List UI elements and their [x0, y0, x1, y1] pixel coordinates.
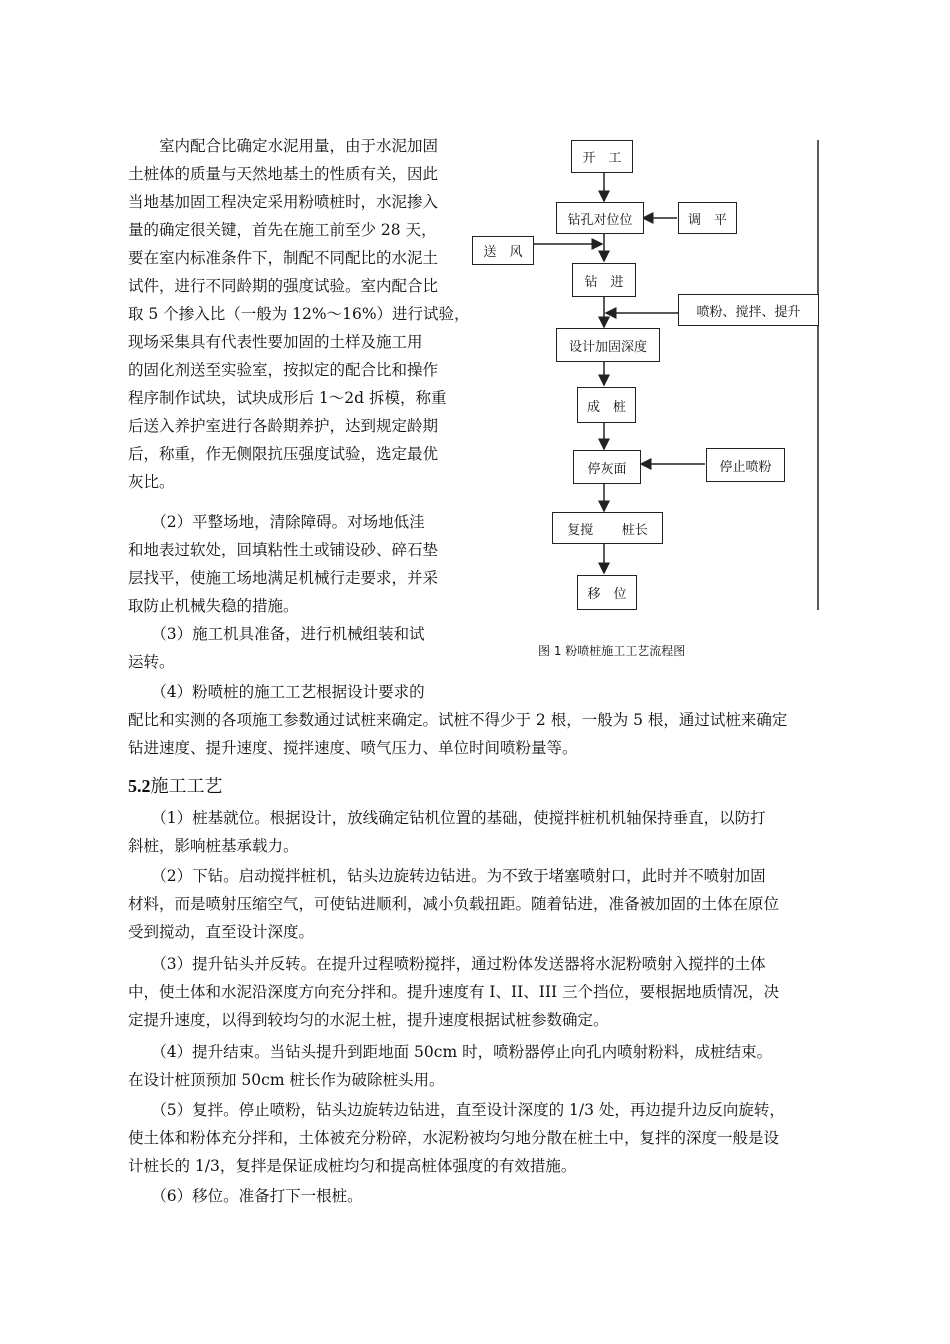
flow-node-stop-ash-surface: 停灰面 [573, 450, 641, 484]
flow-node-start: 开 工 [571, 140, 633, 173]
flow-node-pile-formed: 成 桩 [577, 387, 636, 423]
text-line: 的固化剂送至实验室，按拟定的配合比和操作 [128, 361, 439, 379]
text-line: （3）施工机具准备，进行机械组装和试 [128, 625, 425, 643]
remix-label: 复搅 [567, 522, 594, 538]
pile-length-label: 桩长 [621, 522, 648, 538]
text-line: 使土体和粉体充分拌和，土体被充分粉碎，水泥粉被均匀地分散在桩土中，复拌的深度一般是设 [128, 1129, 780, 1147]
flow-node-drill-advance: 钻 进 [572, 263, 636, 297]
text-line: 土桩体的质量与天然地基土的性质有关，因此 [128, 165, 439, 183]
flow-node-level: 调 平 [678, 202, 737, 234]
text-line: 灰比。 [128, 473, 175, 491]
text-line: 定提升速度，以得到较均匀的水泥土桩，提升速度根据试桩参数确定。 [128, 1011, 609, 1029]
flow-node-relocate: 移 位 [577, 575, 637, 610]
text-line: 层找平，使施工场地满足机械行走要求，并采 [128, 569, 439, 587]
flow-node-stop-spraying: 停止喷粉 [706, 448, 785, 482]
text-line: 现场采集具有代表性要加固的土样及施工用 [128, 333, 423, 351]
figure-caption: 图 1 粉喷桩施工工艺流程图 [538, 644, 686, 658]
section-number: 5.2 [128, 776, 151, 796]
text-line: 取防止机械失稳的措施。 [128, 597, 299, 615]
flow-node-design-depth: 设计加固深度 [556, 328, 660, 362]
text-line: （5）复拌。停止喷粉，钻头边旋转边钻进，直至设计深度的 1/3 处，再边提升边反向旋转， [128, 1101, 785, 1119]
flow-node-spray-mix-lift: 喷粉、搅拌、提升 [678, 294, 819, 326]
text-line: （3）提升钻头并反转。在提升过程喷粉搅拌，通过粉体发送器将水泥粉喷射入搅拌的土体 [128, 955, 766, 973]
text-line: 要在室内标准条件下，制配不同配比的水泥土 [128, 249, 439, 267]
text-line: 在设计桩顶预加 50cm 桩长作为破除桩头用。 [128, 1071, 445, 1089]
section-title: 施工工艺 [150, 776, 223, 797]
text-line: 和地表过软处，回填粘性土或铺设砂、碎石垫 [128, 541, 439, 559]
text-line: 中，使土体和水泥沿深度方向充分拌和。提升速度有 I、II、III 三个挡位，要根据地质情况，决 [128, 983, 780, 1001]
text-line: （2）平整场地，清除障碍。对场地低洼 [128, 513, 425, 531]
text-line: 受到搅动，直至设计深度。 [128, 923, 315, 941]
flow-node-remix [552, 512, 663, 544]
text-line: 材料，而是喷射压缩空气，可使钻进顺利，减小负载扭距。随着钻进，准备被加固的土体在原位 [128, 895, 780, 913]
text-line: （2）下钻。启动搅拌桩机，钻头边旋转边钻进。为不致于堵塞喷射口，此时并不喷射加固 [128, 867, 766, 885]
text-line: 试件，进行不同龄期的强度试验。室内配合比 [128, 277, 439, 295]
text-line: （4）粉喷桩的施工工艺根据设计要求的 [128, 683, 425, 701]
text-line: 斜桩，影响桩基承载力。 [128, 837, 299, 855]
text-line: 量的确定很关键，首先在施工前至少 28 天， [128, 221, 437, 239]
text-line: 计桩长的 1/3，复拌是保证成桩均匀和提高桩体强度的有效措施。 [128, 1157, 577, 1175]
text-line: 当地基加固工程决定采用粉喷桩时，水泥掺入 [128, 193, 439, 211]
text-line: 取 5 个掺入比（一般为 12%～16%）进行试验， [128, 305, 470, 323]
text-line: 配比和实测的各项施工参数通过试桩来确定。试桩不得少于 2 根，一般为 5 根，通过试桩来确定 [128, 711, 788, 729]
text-line: 后，称重，作无侧限抗压强度试验，选定最优 [128, 445, 439, 463]
text-line: 程序制作试块，试块成形后 1～2d 拆模，称重 [128, 389, 447, 407]
text-line: （1）桩基就位。根据设计，放线确定钻机位置的基础，使搅拌桩机机轴保持垂直，以防打 [128, 809, 766, 827]
flow-node-air-supply: 送 风 [472, 236, 534, 265]
text-line: 后送入养护室进行各龄期养护，达到规定龄期 [128, 417, 439, 435]
flow-node-drill-position: 钻孔对位位 [556, 202, 644, 234]
text-line: 室内配合比确定水泥用量，由于水泥加固 [128, 137, 439, 155]
text-line: （6）移位。准备打下一根桩。 [128, 1187, 363, 1205]
text-line: （4）提升结束。当钻头提升到距地面 50cm 时，喷粉器停止向孔内喷射粉料，成桩结束。 [128, 1043, 773, 1061]
text-line: 运转。 [128, 653, 175, 671]
text-line: 钻进速度、提升速度、搅拌速度、喷气压力、单位时间喷粉量等。 [128, 739, 578, 757]
